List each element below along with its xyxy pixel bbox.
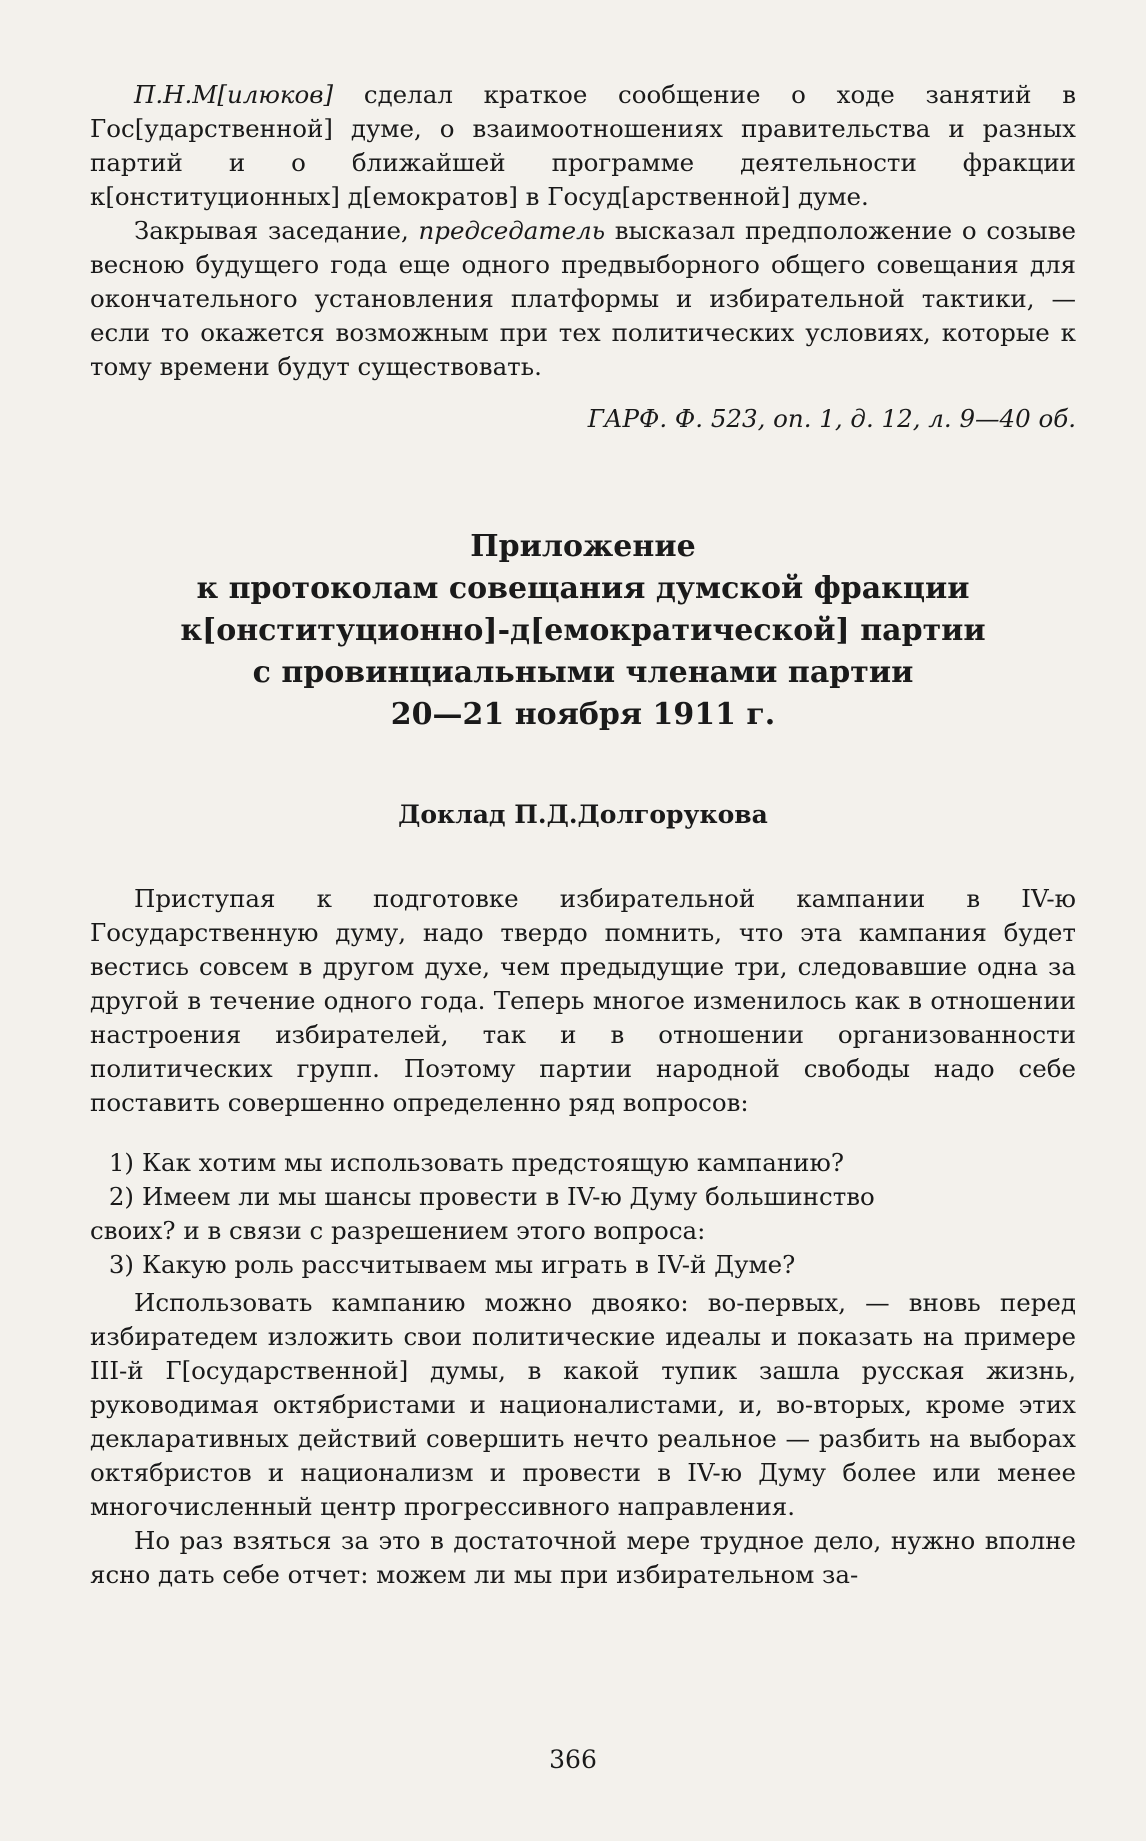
question-item (90, 1248, 1076, 1282)
question-text: Как хотим мы использовать предстоящую кампанию? (142, 1148, 844, 1177)
paragraph-intro: Приступая к подготовке избирательной кампании в IV-ю Государственную думу, надо твердо помнить, что эта кампания будет вестись совсем в другом духе, чем предыдущие три, следовавшие одна за другой в течение одного года. Теперь многое изменилось как в отношении настроения избирателей, так и в отношении организованности политических групп. Поэтому партии народной свободы надо себе поставить совершенно определенно ряд вопросов: (90, 884, 1076, 1117)
archive-reference: ГАРФ. Ф. 523, оп. 1, д. 12, л. 9—40 об. (587, 404, 1076, 433)
question-text: Имеем ли мы шансы провести в IV-ю Думу большинство (142, 1182, 875, 1211)
report-title: Доклад П.Д.Долгорукова (398, 800, 768, 829)
paragraph-miliukov (90, 78, 1076, 214)
appendix-line: к[онституционно]-д[емократической] партии (180, 613, 986, 648)
paragraph-conclusion: Но раз взяться за это в достаточной мере трудное дело, нужно вполне ясно дать себе отчет: можем ли мы при избирательном за- (90, 1526, 1076, 1589)
paragraph-text: высказал предположение о созыве весною будущего года еще одного предвыборного общего совещания для окончательного установления платформы и избирательной тактики, — если то окажется возможным при тех политических условиях, которые к тому времени будут существовать. (90, 216, 1076, 381)
appendix-heading (90, 526, 1076, 736)
question-number: 2) (108, 1182, 134, 1211)
question-number: 3) (108, 1250, 134, 1279)
question-item (90, 1146, 1076, 1180)
paragraph-text: сделал краткое сообщение о ходе занятий в Гос[ударственной] думе, о взаимоотношениях правительства и разных партий и о ближайшей программе деятельности фракции к[онституционных] д[емократов] в Госуд[арственной] думе. (90, 80, 1076, 211)
question-continuation: своих? и в связи с разрешением этого вопроса: (90, 1216, 706, 1245)
appendix-line: с провинциальными членами партии (252, 655, 914, 690)
paragraph-text: Закрывая заседание, (134, 216, 409, 245)
appendix-line: к протоколам совещания думской фракции (196, 571, 970, 606)
question-item (90, 1180, 1076, 1214)
paragraph-closing (90, 214, 1076, 384)
appendix-line: 20—21 ноября 1911 г. (390, 697, 776, 732)
author-name: П.Н.М[илюков] (134, 80, 334, 109)
question-list (90, 1146, 1076, 1282)
question-text: Какую роль рассчитываем мы играть в IV-й Думе? (142, 1250, 796, 1279)
page-number: 366 (549, 1745, 597, 1774)
appendix-line: Приложение (470, 529, 696, 564)
question-number: 1) (108, 1148, 134, 1177)
role-chairman: председатель (418, 216, 606, 245)
paragraph-campaign: Использовать кампанию можно двояко: во-первых, — вновь перед избиратедем изложить свои политические идеалы и показать на примере III-й Г[осударственной] думы, в какой тупик зашла русская жизнь, руководимая октябристами и националистами, и, во-вторых, кроме этих декларативных действий совершить нечто реальное — разбить на выборах октябристов и национализм и провести в IV-ю Думу более или менее многочисленный центр прогрессивного направления. (90, 1288, 1076, 1521)
